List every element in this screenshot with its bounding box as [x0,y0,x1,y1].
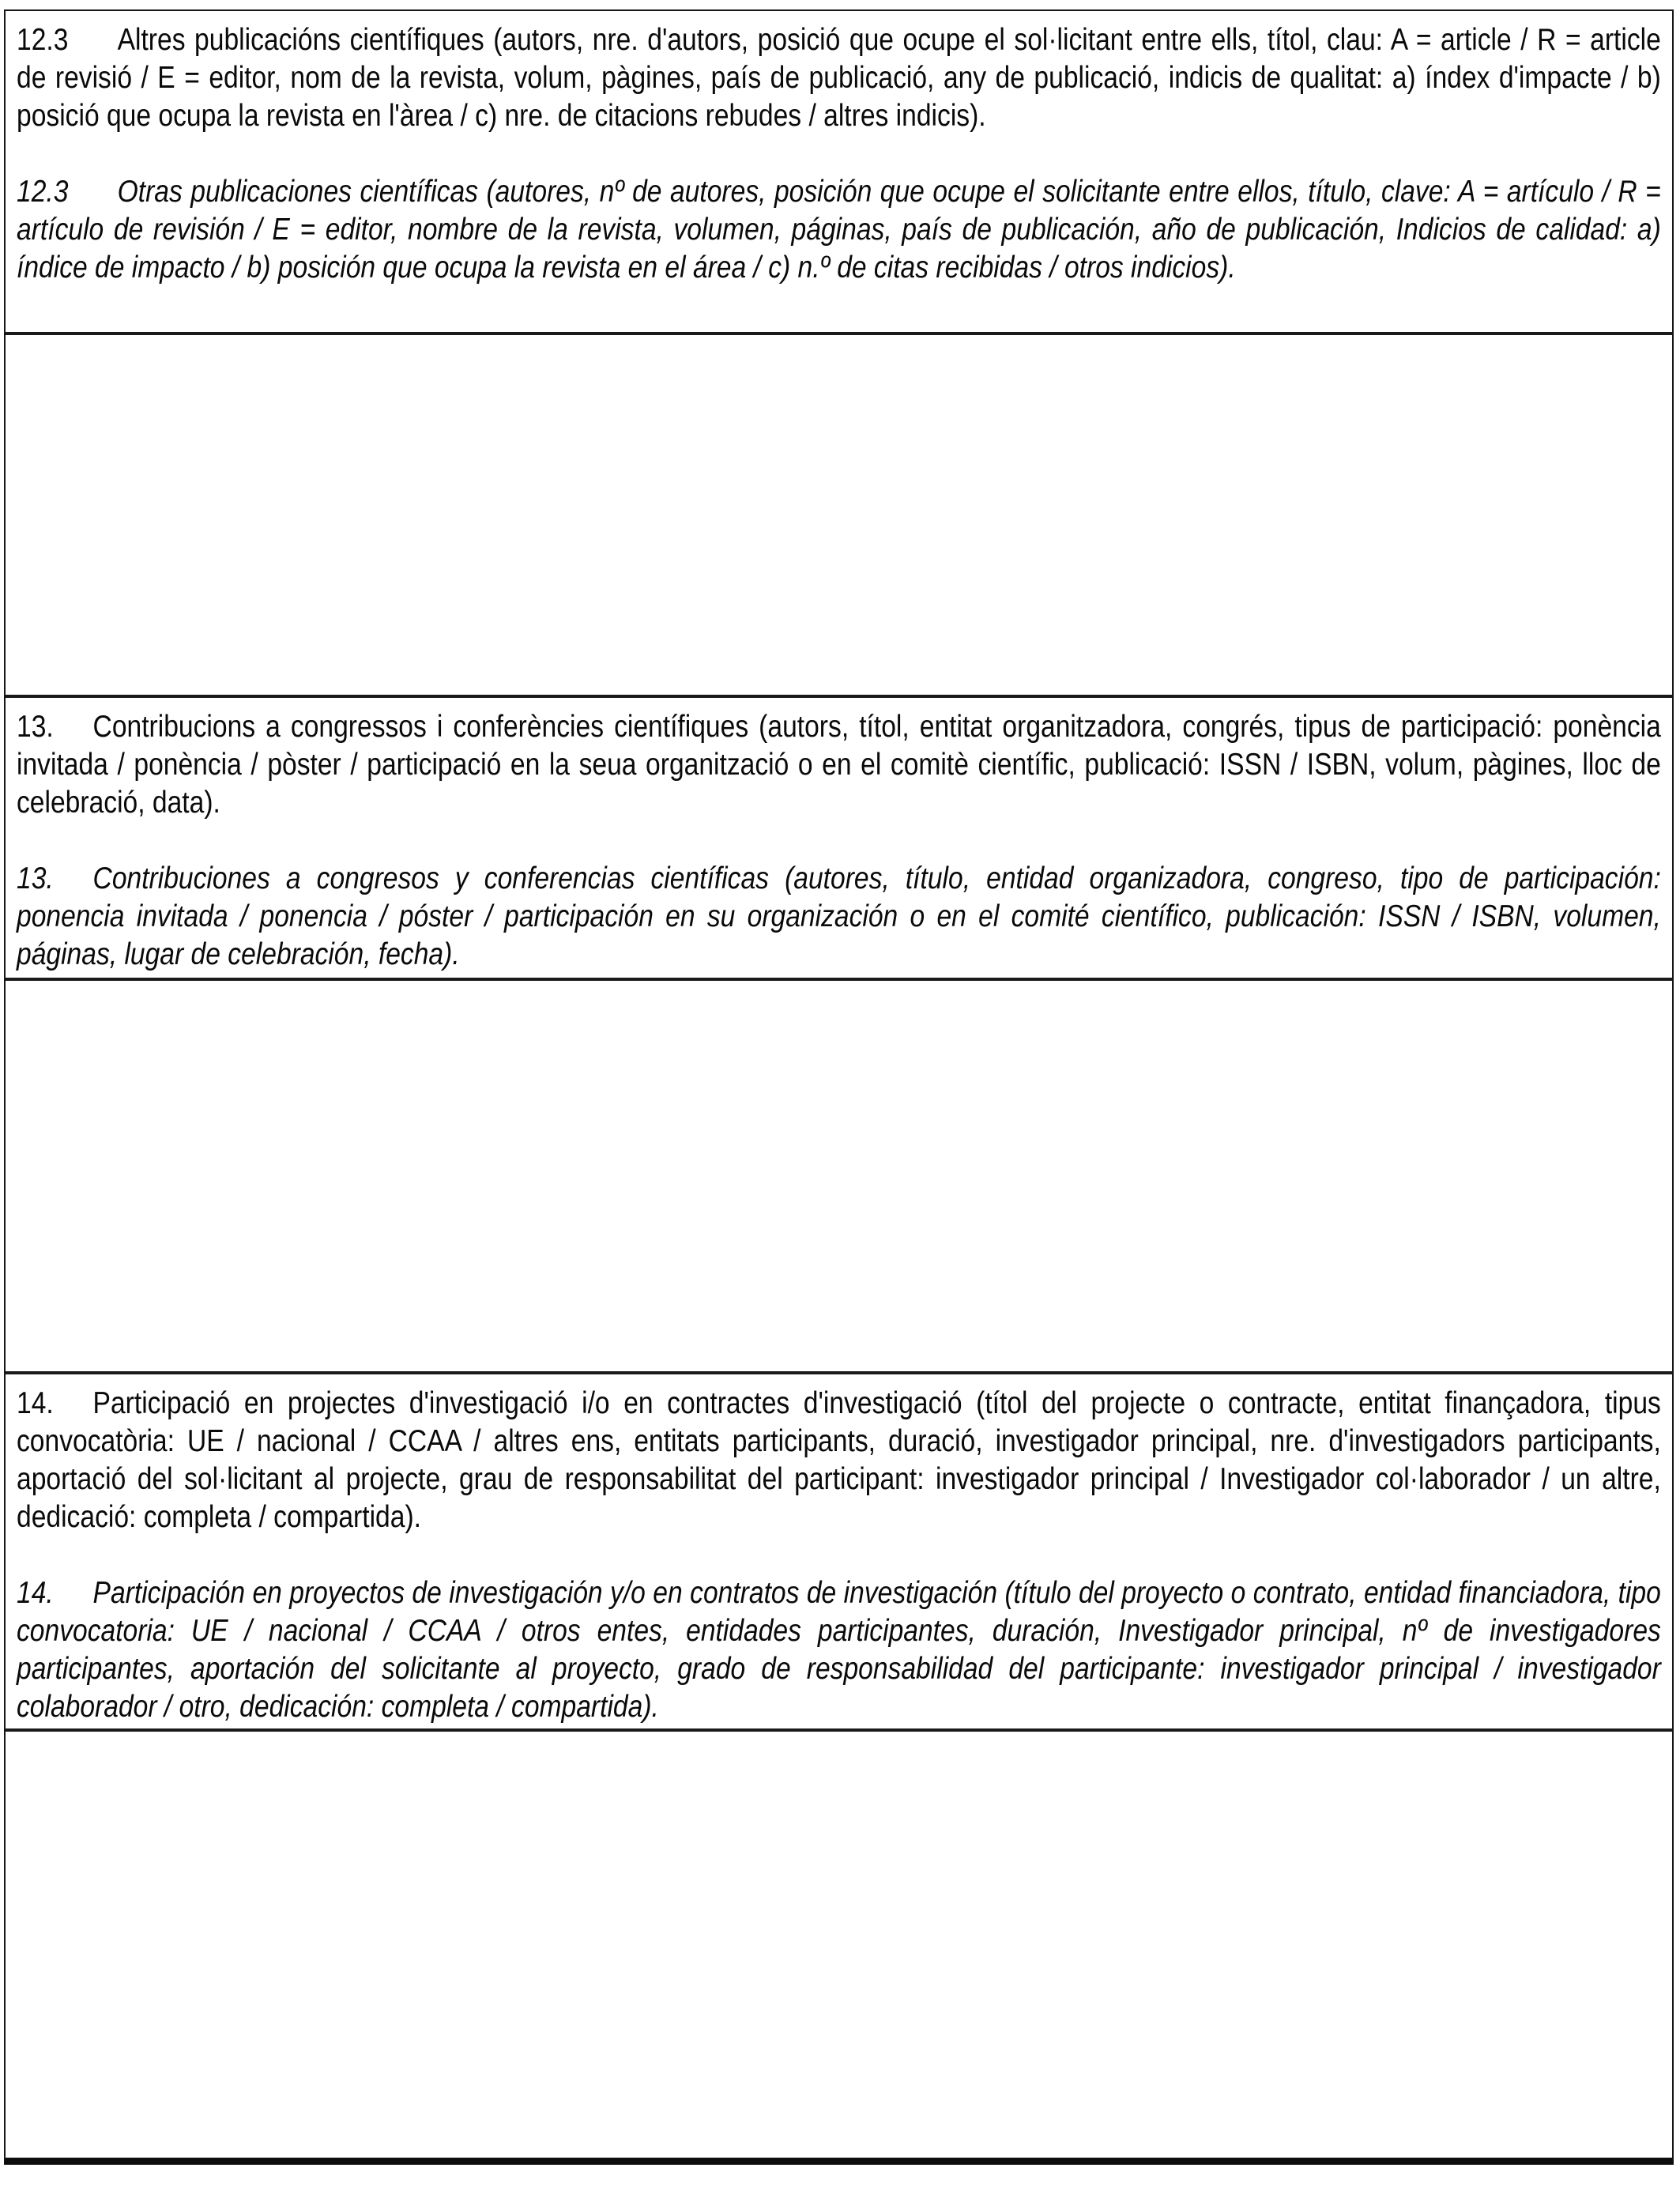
section-12-3-entry-area[interactable] [6,332,1672,695]
section-14-text-valencian [17,1385,1661,1536]
section-13-number-spanish: 13. [17,861,54,895]
section-13-body-spanish: Contribuciones a congresos y conferencias científicas (autores, título, entidad organizadora, congreso, tipo de participación: ponencia invitada / ponencia / póster / participación en su organización o en el comité científico, publicación: ISSN / ISBN, volumen, páginas, lugar de celebración, fecha). [17,861,1661,971]
section-12-3-body-valencian: Altres publicacións científiques (autors, nre. d'autors, posició que ocupe el sol·licitant entre ells, títol, clau: A = article / R = article de revisió / E = editor, nom de la revista, volum, pàgines, país de publicació, any de publicació, indicis de qualitat: a) índex d'impacte / b) posició que ocupa la revista en l'àrea / c) nre. de citacions rebudes / altres indicis). [17,23,1661,133]
section-13-text-valencian [17,708,1661,822]
section-13-text-spanish [17,860,1661,974]
section-14-text-spanish [17,1574,1661,1726]
section-13-body-valencian: Contribucions a congressos i conferències científiques (autors, títol, entitat organitzadora, congrés, tipus de participació: ponència invitada / ponència / pòster / participació en la seua organització o en el comitè científic, publicació: ISSN / ISBN, volum, pàgines, lloc de celebració, data). [17,710,1661,820]
section-14-number-spanish: 14. [17,1576,54,1610]
section-14-number-valencian: 14. [17,1386,54,1420]
section-13-number-valencian: 13. [17,710,54,744]
section-14-body-valencian: Participació en projectes d'investigació i/o en contractes d'investigació (títol del projecte o contracte, entitat finançadora, tipus convocatòria: UE / nacional / CCAA / altres ens, entitats participants, duració, investigador principal, nre. d'investigadors participants, aportació del sol·licitant al projecte, grau de responsabilitat del participant: investigador principal / Investigador col·laborador / un altre, dedicació: completa / compartida). [17,1386,1661,1534]
section-13-entry-area[interactable] [6,978,1672,1371]
section-14-entry-area[interactable] [6,1728,1672,2158]
section-14-body-spanish: Participación en proyectos de investigación y/o en contratos de investigación (título del proyecto o contrato, entidad financiadora, tipo convocatoria: UE / nacional / CCAA / otros entes, entidades participantes, duración, Investigador principal, nº de investigadores participantes, aportación del solicitante al proyecto, grado de responsabilidad del participante: investigador principal / investigador colaborador / otro, dedicación: completa / compartida). [17,1576,1661,1724]
section-12-3-number-valencian: 12.3 [17,23,69,57]
section-12-3-body-spanish: Otras publicaciones científicas (autores, nº de autores, posición que ocupe el solicitante entre ellos, título, clave: A = artículo / R = artículo de revisión / E = editor, nombre de la revista, volumen, páginas, país de publicación, año de publicación, Indicios de calidad: a) índice de impacto / b) posición que ocupa la revista en el área / c) n.º de citas recibidas / otros indicios). [17,175,1661,285]
section-12-3-text-valencian [17,21,1661,135]
section-14-header-row [6,1371,1672,1728]
section-13-header-row [6,695,1672,978]
cv-form-table [4,9,1674,2165]
section-12-3-header-row [6,11,1672,332]
section-12-3-number-spanish: 12.3 [17,175,69,209]
section-12-3-text-spanish [17,173,1661,287]
